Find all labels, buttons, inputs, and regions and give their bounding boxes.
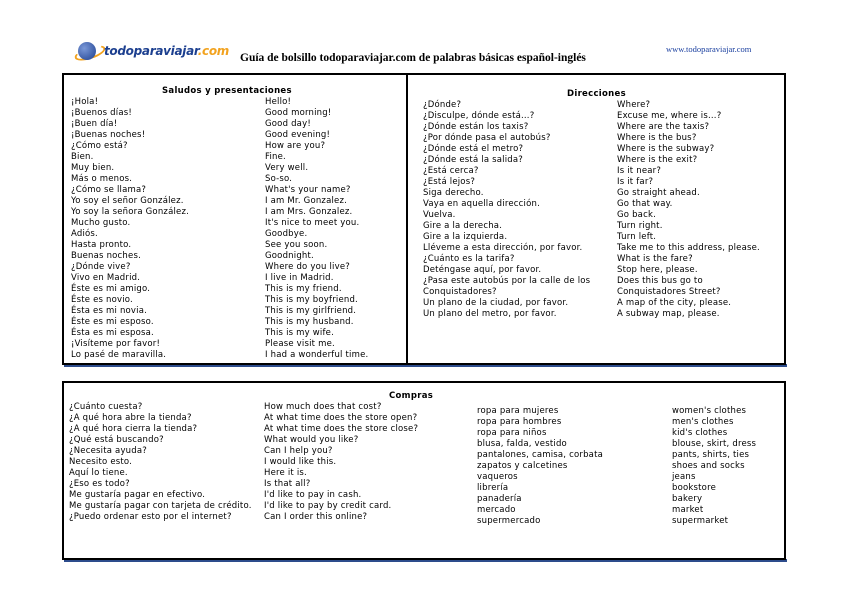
logo-text: todoparaviajar	[104, 44, 198, 58]
saludo-es-row: Éste es mi esposo.	[71, 317, 154, 327]
compra-en-row: I would like this.	[264, 457, 337, 467]
saludo-en-row: Fine.	[265, 152, 286, 162]
direccion-es-row: Siga derecho.	[423, 188, 484, 198]
direccion-es-row: ¿Dónde están los taxis?	[423, 122, 529, 132]
compra-es-row: ¿Puedo ordenar esto por el internet?	[69, 512, 232, 522]
saludo-es-row: Ésta es mi novia.	[71, 306, 148, 316]
item-en-row: bakery	[672, 494, 703, 504]
direccion-en-row: Stop here, please.	[617, 265, 698, 275]
compra-es-row: ¿Necesita ayuda?	[69, 446, 147, 456]
compra-en-row: Is that all?	[264, 479, 311, 489]
compra-es-row: ¿Cuánto cuesta?	[69, 402, 143, 412]
direccion-en-row: Where?	[617, 100, 651, 110]
direccion-es-row: ¿Por dónde pasa el autobús?	[423, 133, 551, 143]
saludo-es-row: Yo soy el señor González.	[71, 196, 184, 206]
saludo-es-row: ¿Cómo está?	[71, 141, 128, 151]
item-en-row: bookstore	[672, 483, 717, 493]
saludo-en-row: Hello!	[265, 97, 292, 107]
direccion-en-row: Where is the exit?	[617, 155, 698, 165]
saludo-en-row: It's nice to meet you.	[265, 218, 360, 228]
direccion-es-row: Deténgase aquí, por favor.	[423, 265, 542, 275]
saludo-en-row: I am Mr. Gonzalez.	[265, 196, 348, 206]
saludo-es-row: ¿Dónde vive?	[71, 262, 131, 272]
direccion-en-row: Where is the subway?	[617, 144, 715, 154]
saludo-es-row: Más o menos.	[71, 174, 133, 184]
item-es-row: librería	[477, 483, 509, 493]
direccion-es-row: Conquistadores?	[423, 287, 497, 297]
item-es-row: vaqueros	[477, 472, 518, 482]
compra-es-row: ¿A qué hora cierra la tienda?	[69, 424, 198, 434]
saludo-en-row: Good day!	[265, 119, 311, 129]
compra-en-row: What would you like?	[264, 435, 359, 445]
compras-items-spanish-column	[477, 406, 603, 527]
saludo-es-row: Yo soy la señora González.	[71, 207, 190, 217]
item-en-row: women's clothes	[672, 406, 747, 416]
compra-en-row: Here it is.	[264, 468, 307, 478]
direccion-es-row: Vuelva.	[423, 210, 456, 220]
saludo-en-row: Good morning!	[265, 108, 332, 118]
site-url[interactable]: www.todoparaviajar.com	[666, 44, 752, 54]
page-title: Guía de bolsillo todoparaviajar.com de palabras básicas español-inglés	[240, 52, 586, 64]
compras-spanish-column	[69, 402, 252, 523]
direccion-en-row: Excuse me, where is...?	[617, 111, 722, 121]
saludo-es-row: Vivo en Madrid.	[71, 273, 141, 283]
item-es-row: pantalones, camisa, corbata	[477, 450, 604, 460]
compra-es-row: ¿Eso es todo?	[69, 479, 130, 489]
saludo-en-row: How are you?	[265, 141, 326, 151]
planet-icon	[78, 42, 96, 60]
direccion-en-row: Go that way.	[617, 199, 673, 209]
direccion-es-row: ¿Dónde está el metro?	[423, 144, 524, 154]
saludo-en-row: I live in Madrid.	[265, 273, 334, 283]
item-es-row: mercado	[477, 505, 516, 515]
direccion-es-row: Gire a la derecha.	[423, 221, 503, 231]
compra-en-row: At what time does the store open?	[264, 413, 418, 423]
direcciones-spanish-column	[423, 100, 590, 320]
direcciones-english-column	[617, 100, 760, 320]
compra-en-row: Can I order this online?	[264, 512, 368, 522]
compra-en-row: How much does that cost?	[264, 402, 382, 412]
direccion-es-row: Vaya en aquella dirección.	[423, 199, 540, 209]
saludo-es-row: Bien.	[71, 152, 94, 162]
saludo-es-row: Éste es mi amigo.	[71, 284, 151, 294]
direccion-en-row: Conquistadores Street?	[617, 287, 721, 297]
item-es-row: supermercado	[477, 516, 541, 526]
item-en-row: supermarket	[672, 516, 729, 526]
item-en-row: shoes and socks	[672, 461, 745, 471]
direccion-en-row: Does this bus go to	[617, 276, 703, 286]
saludo-es-row: ¡Hola!	[71, 97, 99, 107]
direccion-en-row: What is the fare?	[617, 254, 693, 264]
item-en-row: men's clothes	[672, 417, 734, 427]
direccion-en-row: Go back.	[617, 210, 656, 220]
saludo-en-row: Goodbye.	[265, 229, 308, 239]
compras-english-column	[264, 402, 418, 523]
compras-items-english-column	[672, 406, 756, 527]
saludo-en-row: Please visit me.	[265, 339, 335, 349]
item-en-row: kid's clothes	[672, 428, 728, 438]
saludo-es-row: Mucho gusto.	[71, 218, 131, 228]
direcciones-title: Direcciones	[567, 89, 626, 99]
saludo-es-row: ¡Buenos días!	[71, 108, 132, 118]
direccion-es-row: Un plano de la ciudad, por favor.	[423, 298, 569, 308]
item-en-row: jeans	[672, 472, 696, 482]
saludo-en-row: Where do you live?	[265, 262, 350, 272]
saludo-en-row: Very well.	[265, 163, 309, 173]
item-es-row: blusa, falda, vestido	[477, 439, 567, 449]
direccion-es-row: Un plano del metro, por favor.	[423, 309, 557, 319]
direccion-es-row: ¿Dónde?	[423, 100, 462, 110]
saludo-es-row: Ésta es mi esposa.	[71, 328, 154, 338]
direccion-es-row: Lléveme a esta dirección, por favor.	[423, 243, 583, 253]
compras-title: Compras	[389, 391, 434, 401]
compra-es-row: Necesito esto.	[69, 457, 133, 467]
compra-en-row: Can I help you?	[264, 446, 333, 456]
direccion-en-row: Take me to this address, please.	[617, 243, 760, 253]
saludo-es-row: ¡Buen día!	[71, 119, 118, 129]
saludo-en-row: So-so.	[265, 174, 293, 184]
direccion-es-row: ¿Pasa este autobús por la calle de los	[423, 276, 591, 286]
saludo-es-row: Adiós.	[71, 229, 98, 239]
top-section-divider	[406, 75, 408, 363]
saludo-es-row: Éste es novio.	[71, 295, 133, 305]
saludo-es-row: Muy bien.	[71, 163, 115, 173]
item-es-row: ropa para mujeres	[477, 406, 559, 416]
compra-en-row: I'd like to pay in cash.	[264, 490, 362, 500]
saludo-es-row: ¡Buenas noches!	[71, 130, 146, 140]
direccion-en-row: Turn left.	[617, 232, 657, 242]
item-es-row: ropa para niños	[477, 428, 547, 438]
direccion-en-row: Where is the bus?	[617, 133, 697, 143]
saludo-es-row: ¿Cómo se llama?	[71, 185, 147, 195]
compra-es-row: ¿A qué hora abre la tienda?	[69, 413, 192, 423]
direccion-es-row: ¿Dónde está la salida?	[423, 155, 524, 165]
direccion-es-row: ¿Está lejos?	[423, 177, 476, 187]
direccion-es-row: ¿Está cerca?	[423, 166, 479, 176]
direccion-es-row: ¿Cuánto es la tarifa?	[423, 254, 515, 264]
direccion-en-row: A map of the city, please.	[617, 298, 732, 308]
site-logo	[74, 38, 230, 62]
saludos-spanish-column	[71, 97, 189, 361]
compra-es-row: Aquí lo tiene.	[69, 468, 128, 478]
saludo-en-row: This is my wife.	[265, 328, 335, 338]
direccion-en-row: Is it near?	[617, 166, 662, 176]
saludo-en-row: See you soon.	[265, 240, 328, 250]
saludo-en-row: This is my girlfriend.	[265, 306, 357, 316]
saludo-en-row: Goodnight.	[265, 251, 314, 261]
saludo-en-row: I am Mrs. Gonzalez.	[265, 207, 353, 217]
direccion-es-row: Gire a la izquierda.	[423, 232, 508, 242]
item-en-row: pants, shirts, ties	[672, 450, 750, 460]
direccion-en-row: Go straight ahead.	[617, 188, 700, 198]
direccion-es-row: ¿Disculpe, dónde está...?	[423, 111, 535, 121]
direccion-en-row: Where are the taxis?	[617, 122, 710, 132]
direccion-en-row: Turn right.	[617, 221, 663, 231]
logo-com: .com	[197, 44, 230, 58]
compra-en-row: I'd like to pay by credit card.	[264, 501, 392, 511]
item-en-row: market	[672, 505, 704, 515]
saludo-en-row: Good evening!	[265, 130, 331, 140]
saludos-english-column	[265, 97, 368, 361]
compra-en-row: At what time does the store close?	[264, 424, 419, 434]
saludo-es-row: Buenas noches.	[71, 251, 141, 261]
saludo-en-row: This is my friend.	[265, 284, 342, 294]
saludo-en-row: This is my boyfriend.	[265, 295, 358, 305]
direccion-en-row: A subway map, please.	[617, 309, 720, 319]
saludo-en-row: What's your name?	[265, 185, 351, 195]
compra-es-row: ¿Qué está buscando?	[69, 435, 164, 445]
saludo-en-row: This is my husband.	[265, 317, 354, 327]
compra-es-row: Me gustaría pagar con tarjeta de crédito.	[69, 501, 252, 511]
item-en-row: blouse, skirt, dress	[672, 439, 757, 449]
item-es-row: panadería	[477, 494, 522, 504]
saludo-es-row: Hasta pronto.	[71, 240, 132, 250]
saludo-es-row: ¡Visíteme por favor!	[71, 339, 161, 349]
item-es-row: ropa para hombres	[477, 417, 562, 427]
item-es-row: zapatos y calcetines	[477, 461, 568, 471]
saludo-es-row: Lo pasé de maravilla.	[71, 350, 167, 360]
direccion-en-row: Is it far?	[617, 177, 654, 187]
saludo-en-row: I had a wonderful time.	[265, 350, 369, 360]
saludos-title: Saludos y presentaciones	[162, 86, 292, 96]
compra-es-row: Me gustaría pagar en efectivo.	[69, 490, 206, 500]
